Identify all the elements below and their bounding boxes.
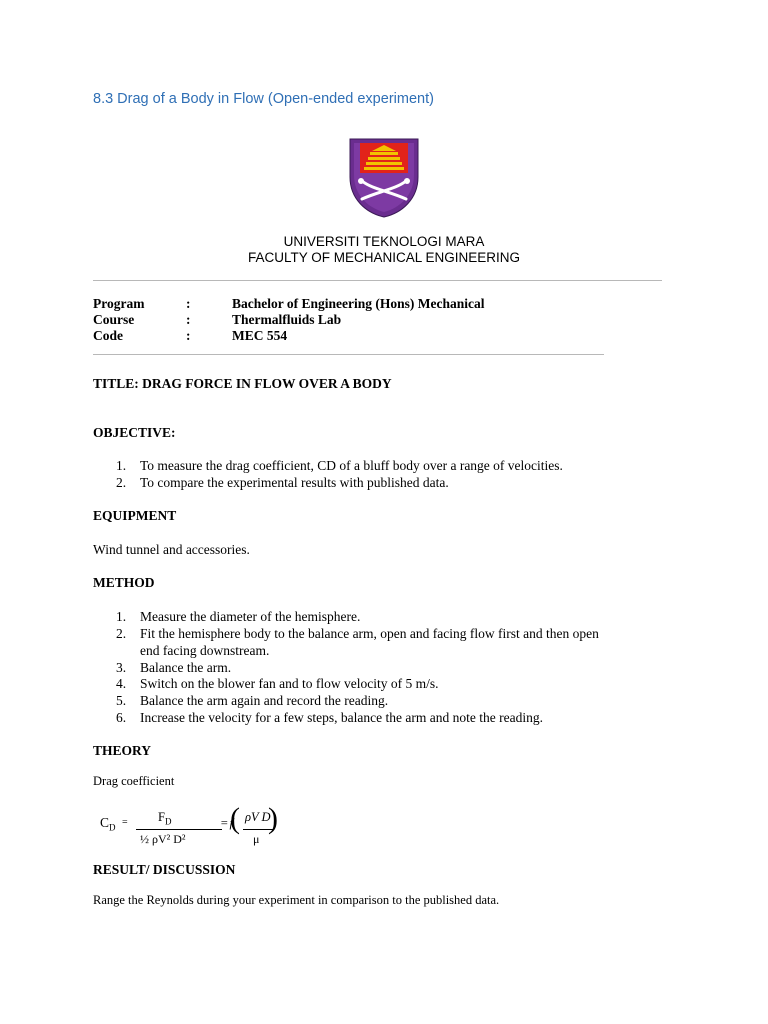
equipment-heading: EQUIPMENT bbox=[93, 508, 177, 523]
list-text: Balance the arm again and record the reading. bbox=[140, 693, 389, 708]
formula-inner-numerator: ρV D bbox=[245, 810, 271, 824]
info-value: Bachelor of Engineering (Hons) Mechanical bbox=[232, 296, 485, 311]
list-number: 3. bbox=[116, 660, 127, 675]
list-text: Switch on the blower fan and to flow velocity of 5 m/s. bbox=[140, 676, 439, 691]
list-number: 2. bbox=[116, 475, 127, 490]
section-heading: 8.3 Drag of a Body in Flow (Open-ended experiment) bbox=[93, 91, 434, 107]
objective-heading: OBJECTIVE: bbox=[93, 425, 176, 440]
top-divider bbox=[93, 280, 662, 281]
formula-function: = f bbox=[220, 816, 233, 830]
document-title: TITLE: DRAG FORCE IN FLOW OVER A BODY bbox=[93, 376, 392, 391]
drag-coefficient-formula bbox=[100, 802, 300, 848]
info-separator: : bbox=[186, 296, 191, 311]
list-number: 6. bbox=[116, 710, 127, 725]
equipment-text: Wind tunnel and accessories. bbox=[93, 542, 250, 557]
uitm-crest-logo bbox=[348, 137, 420, 219]
formula-equals: = bbox=[122, 817, 128, 828]
list-number: 1. bbox=[116, 609, 127, 624]
info-separator: : bbox=[186, 312, 191, 327]
formula-left-paren: ( bbox=[230, 802, 240, 835]
list-text: Fit the hemisphere body to the balance arm, open and facing flow first and then open bbox=[140, 626, 599, 641]
list-number: 2. bbox=[116, 626, 127, 641]
info-value: Thermalfluids Lab bbox=[232, 312, 342, 327]
info-value: MEC 554 bbox=[232, 328, 288, 343]
list-text: Increase the velocity for a few steps, balance the arm and note the reading. bbox=[140, 710, 543, 725]
info-label: Course bbox=[93, 312, 135, 327]
list-number: 5. bbox=[116, 693, 127, 708]
theory-text: Drag coefficient bbox=[93, 774, 175, 788]
info-separator: : bbox=[186, 328, 191, 343]
university-name: UNIVERSITI TEKNOLOGI MARA bbox=[283, 234, 485, 249]
info-label: Program bbox=[93, 296, 145, 311]
list-text: Balance the arm. bbox=[140, 660, 232, 675]
info-label: Code bbox=[93, 328, 123, 343]
result-heading: RESULT/ DISCUSSION bbox=[93, 862, 236, 877]
list-text: To compare the experimental results with published data. bbox=[140, 475, 449, 490]
result-text: Range the Reynolds during your experiment in comparison to the published data. bbox=[93, 893, 500, 907]
formula-inner-denominator: μ bbox=[253, 832, 260, 846]
formula-denominator: ½ ρV² D² bbox=[140, 832, 186, 846]
list-text: To measure the drag coefficient, CD of a bluff body over a range of velocities. bbox=[140, 458, 563, 473]
list-text-continued: end facing downstream. bbox=[140, 643, 270, 658]
method-heading: METHOD bbox=[93, 575, 155, 590]
formula-numerator: $F_D$ bbox=[158, 810, 172, 827]
bottom-divider bbox=[93, 354, 604, 355]
faculty-name: FACULTY OF MECHANICAL ENGINEERING bbox=[247, 250, 521, 265]
formula-lhs: $C_D$ bbox=[100, 815, 116, 833]
list-number: 1. bbox=[116, 458, 127, 473]
list-number: 4. bbox=[116, 676, 127, 691]
fraction-bar bbox=[136, 829, 222, 830]
formula-right-paren: ) bbox=[268, 802, 278, 835]
theory-heading: THEORY bbox=[93, 743, 152, 758]
list-text: Measure the diameter of the hemisphere. bbox=[140, 609, 361, 624]
